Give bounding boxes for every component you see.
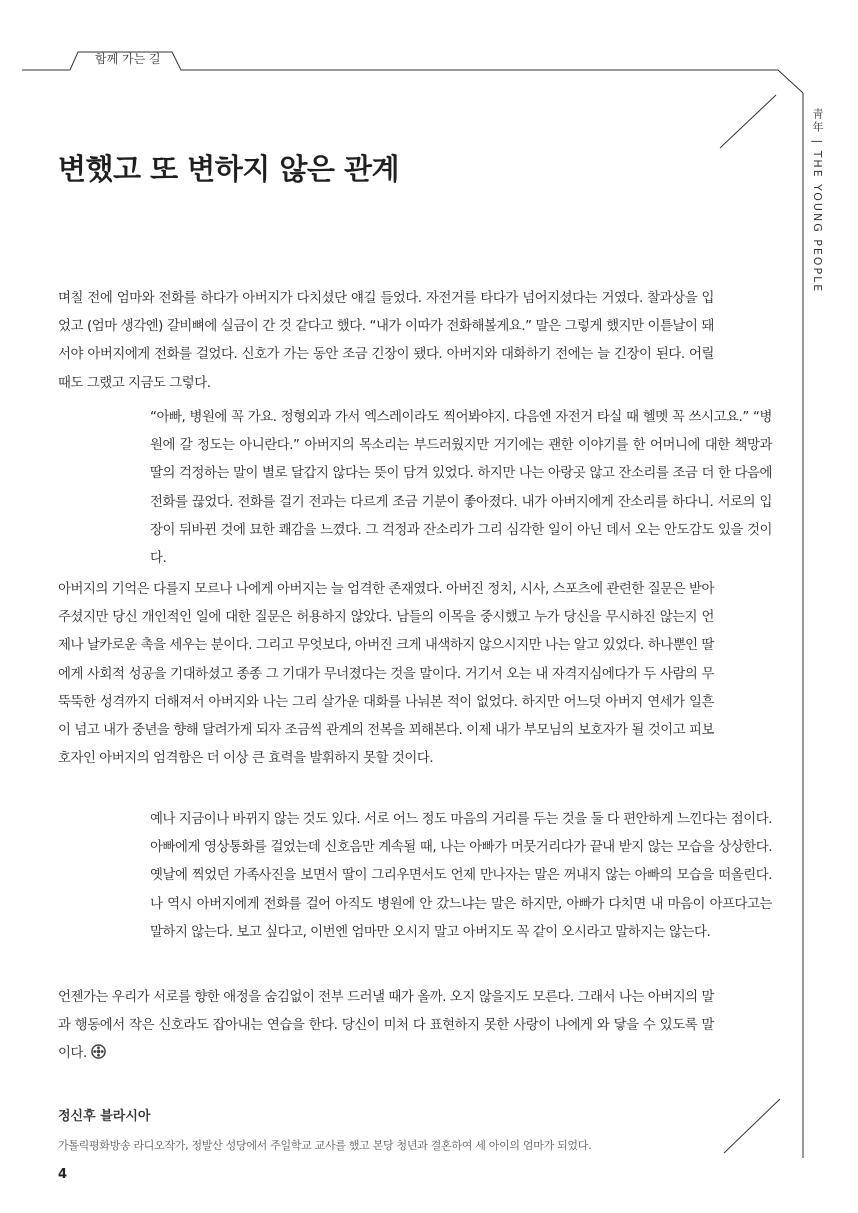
author-bio: 가톨릭평화방송 라디오작가, 정발산 성당에서 주일학교 교사를 했고 본당 청년과 결혼하여 세 아이의 엄마가 되었다. [58,1139,592,1152]
author-name: 정신후 블라시아 [58,1109,151,1124]
page-number: 4 [58,1167,68,1182]
end-mark-icon [91,1044,106,1059]
paragraph-2: 아버지의 기억은 다를지 모르나 나에게 아버지는 늘 엄격한 존재였다. 아버진 정치, 시사, 스포츠에 관련한 질문은 받아주셨지만 당신 개인적인 일에 대한 질문은 허용하지 않았다. 남들의 이목을 중시했고 누가 당신을 무시하진 않는지 언제나 날카로운 촉을 세우는 분이다. 그리고 무엇보다, 아버진 크게 내색하지 않으시지만 나는 알고 있었다. 하나뿐인 딸에게 사회적 성공을 기대하셨고 종종 그 기대가 무너졌다는 것을 말이다. 거기서 오는 내 자격지심에다가 두 사람의 무뚝뚝한 성격까지 더해져서 아버지와 나는 그리 살가운 대화를 나눠본 적이 없었다. 하지만 어느덧 아버지 연세가 일흔이 넘고 내가 중년을 향해 달려가게 되자 조금씩 관계의 전복을 꾀해본다. 이제 내가 부모님의 보호자가 될 것이고 피보호자인 아버지의 엄격함은 더 이상 큰 효력을 발휘하지 못할 것이다. [58,582,714,767]
paragraph-3 [58,984,714,1069]
paragraph-indented-2: 예나 지금이나 바뀌지 않는 것도 있다. 서로 어느 정도 마음의 거리를 두는 것을 둘 다 편안하게 느낀다는 점이다. 아빠에게 영상통화를 걸었는데 신호음만 계속될 때, 나는 아빠가 머뭇거리다가 끝내 받지 않는 모습을 상상한다. 옛날에 찍었던 가족사진을 보면서 딸이 그리우면서도 언제 만나자는 말은 꺼내지 않는 아빠의 모습을 떠올린다. 나 역시 아버지에게 전화를 걸어 아직도 병원에 안 갔느냐는 말은 하지만, 아빠가 다치면 내 마음이 아프다고는 말하지 않는다. 보고 싶다고, 이번엔 엄마만 오시지 말고 아버지도 꼭 같이 오시라고 말하지는 않는다. [150,812,772,940]
magazine-side-label: 靑年 | THE YOUNG PEOPLE [811,108,824,294]
paragraph-1: 며칠 전에 엄마와 전화를 하다가 아버지가 다치셨단 얘길 들었다. 자전거를 타다가 넘어지셨다는 거였다. 찰과상을 입었고 (엄마 생각엔) 갈비뼈에 실금이 간 것 같다고 했다. “내가 이따가 전화해볼게요.” 말은 그렇게 했지만 이튿날이 돼서야 아버지에게 전화를 걸었다. 신호가 가는 동안 조금 긴장이 됐다. 아버지와 대화하기 전에는 늘 긴장이 된다. 어릴 때도 그랬고 지금도 그렇다. [58,291,714,391]
paragraph-3-text: 언젠가는 우리가 서로를 향한 애정을 숨김없이 전부 드러낼 때가 올까. 오지 않을지도 모른다. 그래서 나는 아버지의 말과 행동에서 작은 신호라도 잡아내는 연습을 한다. 당신이 미처 다 표현하지 못한 사랑이 나에게 와 닿을 수 있도록 말이다. [58,990,714,1062]
article-title: 변했고 또 변하지 않은 관계 [58,152,400,186]
diagonal-rule-top [720,95,776,148]
section-label: 함께 가는 길 [95,52,161,66]
diagonal-rule-bottom [724,1099,780,1153]
paragraph-indented-1: “아빠, 병원에 꼭 가요. 정형외과 가서 엑스레이라도 찍어봐야지. 다음엔 자전거 타실 때 헬멧 꼭 쓰시고요.” “병원에 갈 정도는 아니란다.” 아버지의 목소리는 부드러웠지만 거기에는 괜한 이야기를 한 어머니에 대한 책망과 딸의 걱정하는 말이 별로 달갑지 않다는 뜻이 담겨 있었다. 하지만 나는 아랑곳 않고 잔소리를 조금 더 한 다음에 전화를 끊었다. 전화를 걸기 전과는 다르게 조금 기분이 좋아졌다. 내가 아버지에게 잔소리를 하다니. 서로의 입장이 뒤바뀐 것에 묘한 쾌감을 느꼈다. 그 걱정과 잔소리가 그리 심각한 일이 아닌 데서 오는 안도감도 있을 것이다. [150,410,772,567]
